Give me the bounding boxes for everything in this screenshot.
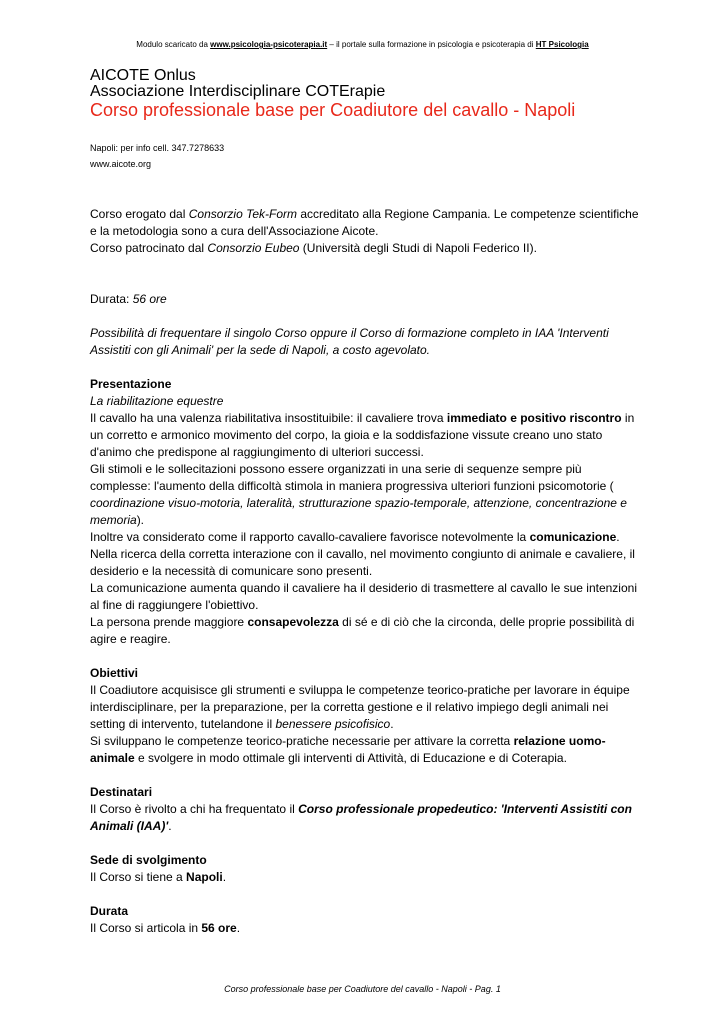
download-note-middle: – il portale sulla formazione in psicologia e psicoterapia di [329, 40, 534, 49]
city-name: Napoli [186, 870, 223, 884]
bold-text: consapevolezza [247, 615, 339, 629]
intro-text: Corso patrocinato dal [90, 241, 208, 255]
presentazione-p4: Nella ricerca della corretta interazione con il cavallo, nel movimento congiunto di animale e cavaliere, il desiderio e la necessità di comunicare sono presenti. [90, 547, 635, 578]
patron-name: Consorzio Eubeo [207, 241, 300, 255]
download-note-prefix: Modulo scaricato da [136, 40, 208, 49]
destinatari-text [90, 801, 640, 835]
presentazione-p6 [90, 614, 640, 648]
text: Si sviluppano le competenze teorico-pratiche necessarie per attivare la corretta [90, 734, 514, 748]
text: . [222, 870, 227, 884]
course-title: Corso professionale base per Coadiutore del cavallo - Napoli [90, 100, 576, 120]
possibility-text: Possibilità di frequentare il singolo Corso oppure il Corso di formazione completo in IAA 'Interventi Assistiti con gli Animali' per la sede di Napoli, a costo agevolato. [90, 326, 609, 357]
intro-text: accreditato alla Regione Campania. Le competenze scientifiche e la metodologia sono a cura dell'Associazione Aicote. [90, 207, 639, 238]
intro-paragraph [90, 206, 640, 257]
section-title-destinatari: Destinatari [90, 785, 153, 799]
intro-text: (Università degli Studi di Napoli Federico II). [299, 241, 537, 255]
text: Il cavallo ha una valenza riabilitativa insostituibile: il cavaliere trova [90, 411, 447, 425]
phone-line: Napoli: per info cell. 347.7278633 [90, 143, 225, 153]
association-name: Associazione Interdisciplinare COTErapie [90, 83, 386, 100]
text: . [390, 717, 394, 731]
consortium-name: Consorzio Tek-Form [188, 207, 297, 221]
section-title-sede: Sede di svolgimento [90, 853, 207, 867]
text: in un corretto e armonico movimento del corpo, la gioia e la soddisfazione vissute creano uno stato d'animo che predispone al raggiungimento di ulteriori successi. [90, 411, 635, 459]
text: . [236, 921, 241, 935]
text: La persona prende maggiore [90, 615, 248, 629]
document-heading [90, 68, 690, 120]
source-site-link[interactable]: www.psicologia-psicoterapia.it [210, 40, 328, 49]
duration-line [90, 291, 640, 308]
presentazione-p2 [90, 461, 640, 529]
section-subtitle [90, 393, 640, 410]
brand-link[interactable]: HT Psicologia [535, 40, 589, 49]
download-note [0, 40, 725, 50]
presentazione-p5: La comunicazione aumenta quando il cavaliere ha il desiderio di trasmettere al cavallo le sue intenzioni al fine di raggiungere l'obiettivo. [90, 581, 637, 612]
text: Gli stimoli e le sollecitazioni possono essere organizzati in una serie di sequenze sempre più complesse: l'aumento della difficoltà stimola in maniera progressiva ulteriori funzioni psicomotorie ( [90, 462, 614, 493]
text: ). [136, 513, 145, 527]
text: e svolgere in modo ottimale gli interventi di Attività, di Educazione e di Coterapia. [134, 751, 567, 765]
duration-value: 56 ore [132, 292, 167, 306]
section-title-presentazione: Presentazione [90, 377, 172, 391]
obiettivi-p1 [90, 682, 640, 733]
subtitle-text: La riabilitazione equestre [90, 394, 224, 408]
hours-value: 56 ore [201, 921, 237, 935]
durata-text [90, 920, 640, 937]
text: Il Corso si articola in [90, 921, 202, 935]
bold-text: immediato e positivo riscontro [446, 411, 622, 425]
page-footer: Corso professionale base per Coadiutore del cavallo - Napoli - Pag. 1 [224, 984, 501, 994]
org-name: AICOTE Onlus [90, 67, 196, 84]
text: di sé e di ciò che la circonda, delle proprie possibilità di agire e reagire. [90, 615, 635, 646]
website-link[interactable]: www.aicote.org [90, 159, 152, 169]
presentazione-p1 [90, 410, 640, 461]
document-body [90, 206, 640, 937]
text: . [168, 819, 172, 833]
presentazione-p3 [90, 529, 640, 546]
section-title-durata: Durata [90, 904, 129, 918]
possibility-paragraph [90, 325, 640, 359]
text: Il Corso è rivolto a chi ha frequentato il [90, 802, 299, 816]
sede-text [90, 869, 640, 886]
italic-text: benessere psicofisico [275, 717, 391, 731]
text: Il Corso si tiene a [90, 870, 187, 884]
intro-text: Corso erogato dal [90, 207, 189, 221]
section-title-obiettivi: Obiettivi [90, 666, 139, 680]
bold-text: comunicazione [529, 530, 617, 544]
text: . [616, 530, 620, 544]
text: Il Coadiutore acquisisce gli strumenti e sviluppa le competenze teorico-pratiche per lavorare in équipe interdisciplinare, per la preparazione, per la corretta gestione e il relativo impiego degli animali nei setting di intervento, tutelandone il [90, 683, 630, 731]
italic-text: coordinazione visuo-motoria, lateralità, strutturazione spazio-temporale, attenzione, concentrazione e memoria [90, 496, 627, 527]
bold-text: relazione uomo-animale [90, 734, 606, 765]
duration-label: Durata: [90, 292, 133, 306]
prerequisite-course: Corso professionale propedeutico: 'Interventi Assistiti con Animali (IAA)' [90, 802, 632, 833]
contact-info [90, 140, 224, 172]
text: Inoltre va considerato come il rapporto cavallo-cavaliere favorisce notevolmente la [90, 530, 530, 544]
obiettivi-p2 [90, 733, 640, 767]
